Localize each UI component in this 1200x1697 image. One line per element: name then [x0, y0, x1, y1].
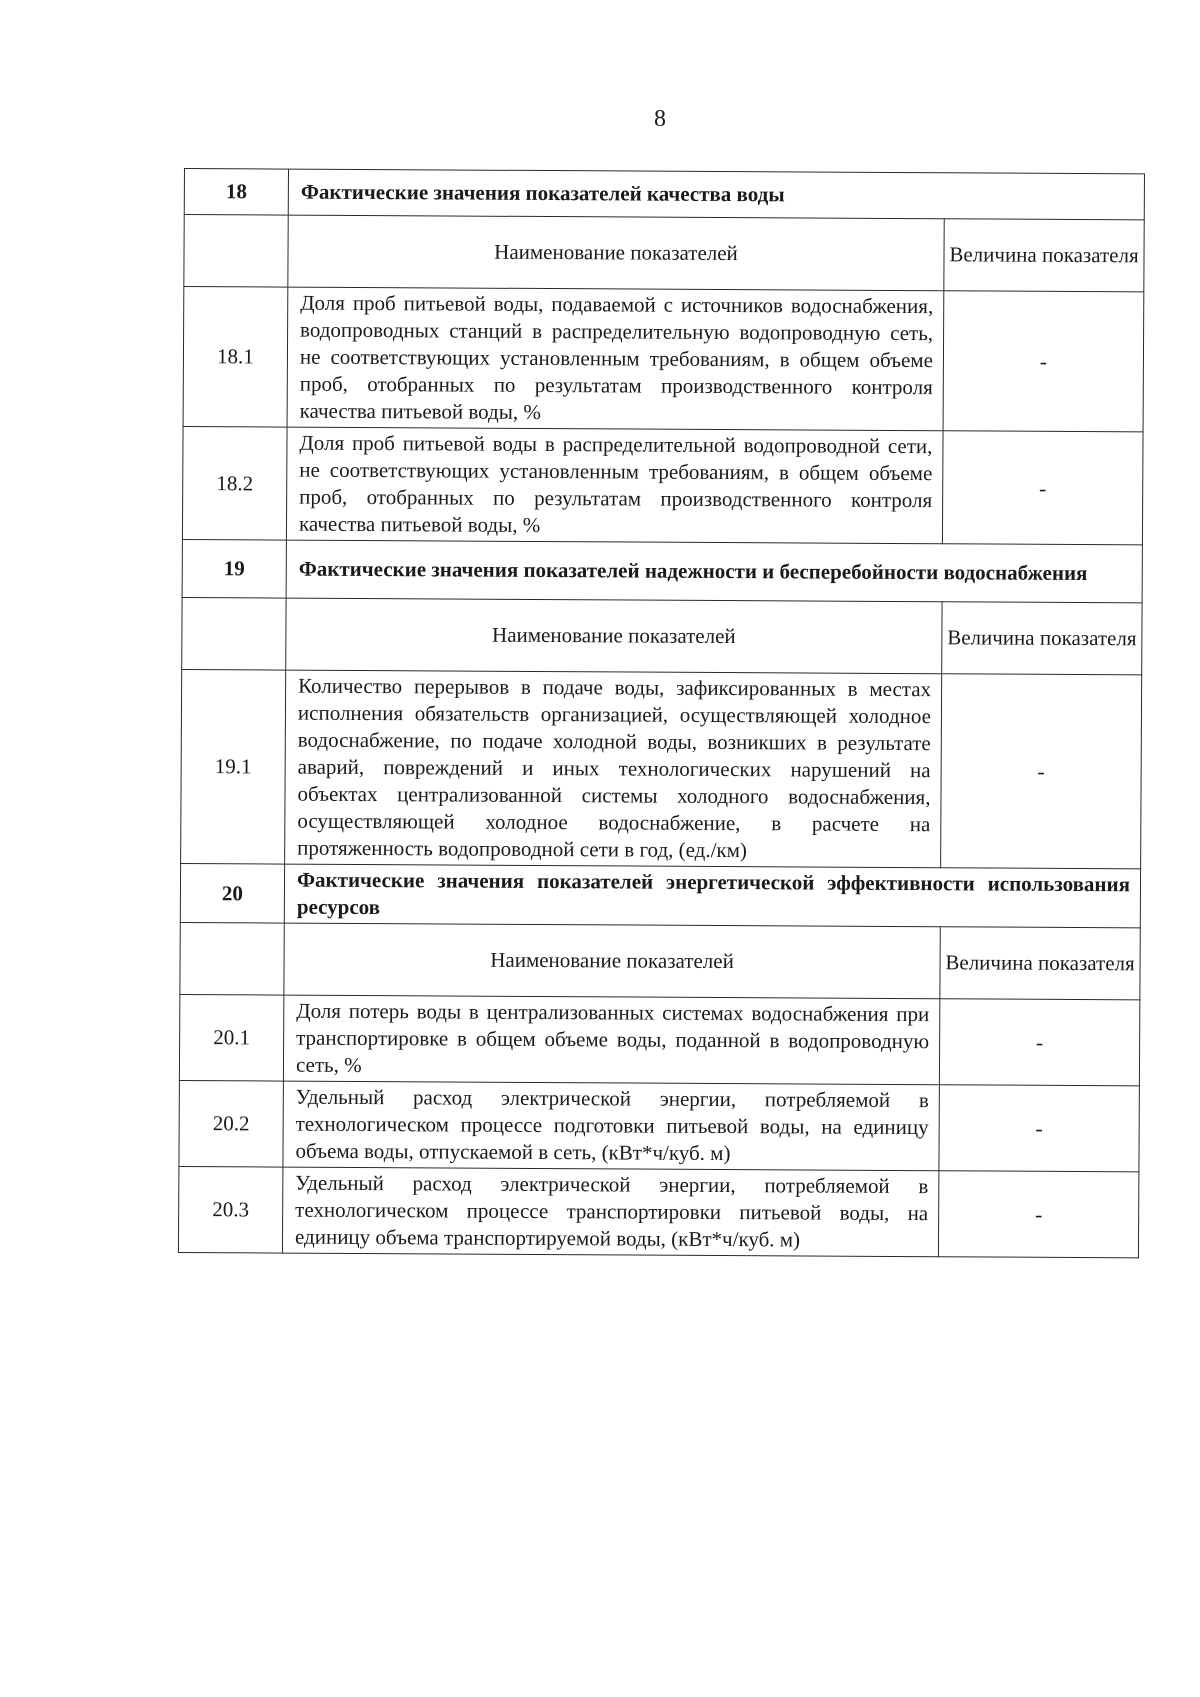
empty-cell [184, 215, 288, 288]
section-title: Фактические значения показателей качества воды [288, 169, 1144, 220]
row-number: 20.1 [179, 994, 283, 1081]
row-number: 19.1 [181, 669, 286, 864]
row-value: - [942, 431, 1143, 545]
column-header-value: Величина показателя [944, 219, 1144, 292]
section-row-20 [180, 863, 1140, 927]
row-number: 18.2 [182, 426, 287, 540]
row-value: - [939, 1085, 1139, 1172]
row-description: Удельный расход электрической энергии, потребляемой в технологическом процессе транспортировки питьевой воды, на единицу объема транспортируемой воды, (кВт*ч/куб. м) [282, 1167, 938, 1257]
row-value: - [941, 674, 1142, 869]
column-header-row [182, 597, 1142, 674]
section-row-19 [182, 539, 1142, 602]
column-header-row [180, 922, 1140, 999]
empty-cell [182, 597, 286, 670]
section-number: 19 [182, 539, 286, 598]
column-header-name: Наименование показателей [288, 215, 944, 291]
row-number: 18.1 [183, 287, 288, 428]
section-number: 18 [184, 169, 288, 216]
indicators-table [178, 168, 1145, 1258]
row-value: - [943, 291, 1144, 432]
column-header-name: Наименование показателей [284, 923, 940, 999]
row-description: Количество перерывов в подаче воды, зафиксированных в местах исполнения обязательств организацией, осуществляющей холодное водоснабжение, по подаче холодной воды, возникших в результате аварий, повреждений и иных технологических нарушений на объектах централизованной системы холодного водоснабжения, осуществляющей холодное водоснабжение, в расчете на протяженность водопроводной сети в год, (ед./км) [285, 670, 942, 868]
column-header-name: Наименование показателей [286, 598, 942, 674]
table-row [178, 1166, 1138, 1257]
column-header-value: Величина показателя [940, 927, 1140, 1000]
row-value: - [939, 999, 1139, 1086]
row-description: Доля проб питьевой воды в распределительной водопроводной сети, не соответствующих установленным требованиям, в общем объеме проб, отобранных по результатам производственного контроля качества питьевой воды, % [286, 427, 943, 544]
section-title: Фактические значения показателей надежности и бесперебойности водоснабжения [286, 540, 1142, 603]
table-row [179, 994, 1139, 1085]
table-row [181, 669, 1142, 868]
row-number: 20.3 [178, 1166, 282, 1253]
empty-cell [180, 922, 284, 995]
table-row [179, 1080, 1139, 1171]
row-description: Доля потерь воды в централизованных системах водоснабжения при транспортировке в общем объеме воды, поданной в водопроводную сеть, % [283, 995, 939, 1085]
row-description: Доля проб питьевой воды, подаваемой с источников водоснабжения, водопроводных станций в распределительную водопроводную сеть, не соответствующих установленным требованиям, в общем объеме проб, отобранных по результатам производственного контроля качества питьевой воды, % [287, 287, 944, 431]
column-header-value: Величина показателя [942, 602, 1142, 675]
section-number: 20 [180, 863, 284, 923]
section-row-18 [184, 169, 1144, 220]
table-row [183, 287, 1144, 432]
table-row [182, 426, 1143, 544]
row-value: - [938, 1171, 1138, 1258]
row-description: Удельный расход электрической энергии, потребляемой в технологическом процессе подготовки питьевой воды, на единицу объема воды, отпускаемой в сеть, (кВт*ч/куб. м) [283, 1081, 939, 1171]
column-header-row [184, 215, 1144, 292]
page-number: 8 [654, 106, 666, 132]
section-title: Фактические значения показателей энергетической эффективности использования ресурсов [284, 864, 1140, 928]
row-number: 20.2 [179, 1080, 283, 1167]
